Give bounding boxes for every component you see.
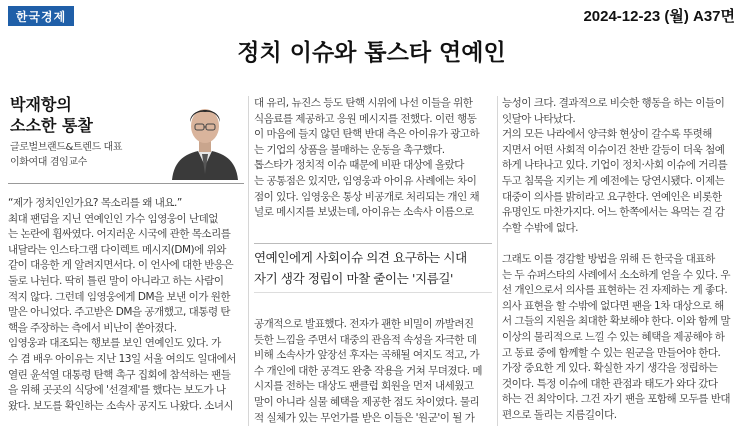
subhead-line-2: 자기 생각 정립이 마찰 줄이는 '지름길': [254, 271, 454, 286]
body-text-line: 같이 대응한 게 알려지면서다. 이 언사에 대한 반응은: [8, 259, 234, 272]
body-text-line: 잇달아 나타났다.: [502, 112, 576, 125]
column-rule: [497, 96, 498, 426]
body-text-line: 대 유리, 뉴진스 등도 탄핵 시위에 나선 이들을 위한: [254, 97, 473, 109]
body-text-line: 널로 메시지를 보냈는데, 아이유는 소속사 이름으로: [254, 206, 474, 219]
body-text-line: 시지를 전하는 대상도 팬클럽 회원을 먼저 내세웠고: [254, 380, 474, 393]
author-photo: [168, 94, 242, 180]
body-text-line: [502, 236, 738, 252]
author-role: 글로벌브랜드&트렌드 대표: [10, 142, 123, 153]
body-text-line: 하게 나타나고 있다. 기업이 정치·사회 이슈에 거리를: [502, 159, 728, 172]
body-text-line: 톱스타가 정치적 이슈 때문에 비판 대상에 올랐다: [254, 159, 464, 172]
body-text-line: 수할 수밖에 없다.: [502, 221, 579, 234]
column-title-line1: 박재항의: [10, 95, 72, 114]
author-affiliation: 이화여대 겸임교수: [10, 157, 87, 168]
subhead-rule-top: [254, 243, 492, 244]
body-text-line: 선 개인으로서 의사를 표현하는 건 자제하는 게 좋다.: [502, 284, 728, 297]
body-column-2-top: [254, 96, 492, 221]
body-column-1: [8, 196, 244, 414]
body-text-line: 열린 윤석열 대통령 탄핵 촉구 집회에 참석하는 팬들: [8, 368, 231, 381]
body-text-line: “제가 정치인인가요? 목소리를 왜 내요.”: [8, 197, 182, 209]
body-text-line: 거의 모든 나라에서 양극화 현상이 갈수록 뚜렷해: [502, 128, 712, 141]
author-info: [10, 140, 122, 170]
body-text-line: 의사 표현을 할 수밖에 없다면 팬을 1차 대상으로 해: [502, 299, 724, 312]
column-title-line2: 소소한 통찰: [10, 116, 93, 135]
body-text-line: 임영웅과 대조되는 행보를 보인 연예인도 있다. 가: [8, 337, 221, 350]
article-subhead: [254, 247, 492, 289]
issue-date-page: 2024-12-23 (월) A37면: [583, 8, 735, 25]
body-text-line: 공개적으로 발표했다. 전자가 괜한 비밀이 까발려진: [254, 318, 474, 330]
body-text-line: 수 겸 배우 아이유는 지난 13일 서울 여의도 일대에서: [8, 352, 236, 365]
body-text-line: 대중이 의사를 밝히라고 요구한다. 연예인은 비롯한: [502, 190, 722, 203]
body-column-3: [502, 96, 738, 423]
body-text-line: 점이 있다. 임영웅은 통상 비공개로 처리되는 개인 채: [254, 190, 480, 203]
body-text-line: 말이 아니라 실물 혜택을 제공한 점도 차이였다. 물리: [254, 395, 480, 408]
body-text-line: 능성이 크다. 결과적으로 비슷한 행동을 하는 이들이: [502, 97, 725, 109]
body-text-line: 두고 침묵을 지키는 게 예전에는 당연시됐다. 이제는: [502, 174, 725, 187]
newspaper-logo: 한국경제: [8, 6, 74, 26]
body-text-line: 유명인도 마찬가지다. 어느 한쪽에서는 욕먹는 걸 감: [502, 206, 725, 219]
article-headline: 정치 이슈와 톱스타 연예인: [237, 39, 506, 66]
body-text-line: 최대 팬덤을 지닌 연예인인 가수 임영웅이 난데없: [8, 212, 218, 225]
column-title: [10, 94, 93, 136]
body-text-line: 적지 않다. 그런데 임영웅에게 DM을 보낸 이가 원한: [8, 290, 231, 303]
subhead-rule-bottom: [254, 292, 492, 293]
body-text-line: 것이다. 특정 이슈에 대한 관점과 태도가 와다 갔다: [502, 377, 718, 390]
body-text-line: 는 공통점은 있지만, 임영웅과 아이유 사례에는 차이: [254, 174, 477, 187]
body-text-line: 하는 건 최악이다. 그건 자기 팬을 포함해 모두를 반대: [502, 393, 731, 406]
body-text-line: 듯한 느낌을 주면서 대중의 관음적 속성을 자극한 데: [254, 333, 477, 346]
body-text-line: 가장 중요한 게 있다. 확실한 자기 생각을 정립하는: [502, 362, 718, 375]
body-column-2-bottom: [254, 317, 492, 426]
body-text-line: 적 실체가 있는 무언가를 받은 이들은 '원군'이 될 가: [254, 411, 475, 424]
column-rule: [248, 96, 249, 426]
body-text-line: 왔다. 보도를 확인하는 소속사 공지도 나왔다. 소녀시: [8, 399, 234, 412]
body-text-line: 는 두 슈퍼스타의 사례에서 소소하게 얻을 수 있다. 우: [502, 268, 731, 281]
body-text-line: 지면서 어떤 사회적 이슈이건 찬반 갈등이 더욱 첨예: [502, 143, 725, 156]
body-text-line: 말은 아니었다. 주고받은 DM을 공개했고, 대통령 탄: [8, 306, 231, 319]
body-text-line: 는 기업의 상품을 불매하는 운동을 촉구했다.: [254, 143, 445, 156]
body-text-line: 식음료를 제공하고 응원 메시지를 전했다. 이런 행동: [254, 112, 477, 125]
body-text-line: 이상의 물리적으로 느낄 수 있는 혜택을 제공해야 하: [502, 330, 725, 343]
body-text-line: 이 마음에 들지 않던 탄핵 반대 측은 아이유가 광고하: [254, 128, 480, 141]
body-text-line: 둘로 나뉜다. 딱히 틀린 말이 아니라고 하는 사람이: [8, 274, 224, 287]
subhead-line-1: 연예인에게 사회이슈 의견 요구하는 시대: [254, 250, 467, 265]
body-text-line: 내달라는 인스타그램 다이렉트 메시지(DM)에 위와: [8, 243, 226, 256]
body-text-line: 수 개인에 대한 공격도 완충 작용을 거쳐 무뎌졌다. 메: [254, 364, 483, 377]
body-text-line: 편으로 돌리는 지름길이다.: [502, 408, 617, 421]
body-text-line: 그래도 이를 경감할 방법을 위해 든 한국을 대표하: [502, 252, 715, 265]
body-text-line: 비해 소속사가 앞장선 후자는 곡해될 여지도 적고, 가: [254, 349, 480, 362]
body-text-line: 고 동료 중에 함께할 수 있는 원군을 만들어야 한다.: [502, 346, 721, 359]
body-text-line: 을 위해 곳곳의 식당에 '선결제'를 했다는 보도가 나: [8, 384, 226, 397]
body-text-line: 핵을 주장하는 측에서 비난이 쏟아졌다.: [8, 321, 177, 334]
body-text-line: 서 그들의 지원을 최대한 확보해야 한다. 이와 함께 말: [502, 315, 731, 328]
body-text-line: 는 논란에 휩싸였다. 어지러운 시국에 관한 목소리를: [8, 228, 231, 241]
photo-divider: [8, 183, 244, 184]
